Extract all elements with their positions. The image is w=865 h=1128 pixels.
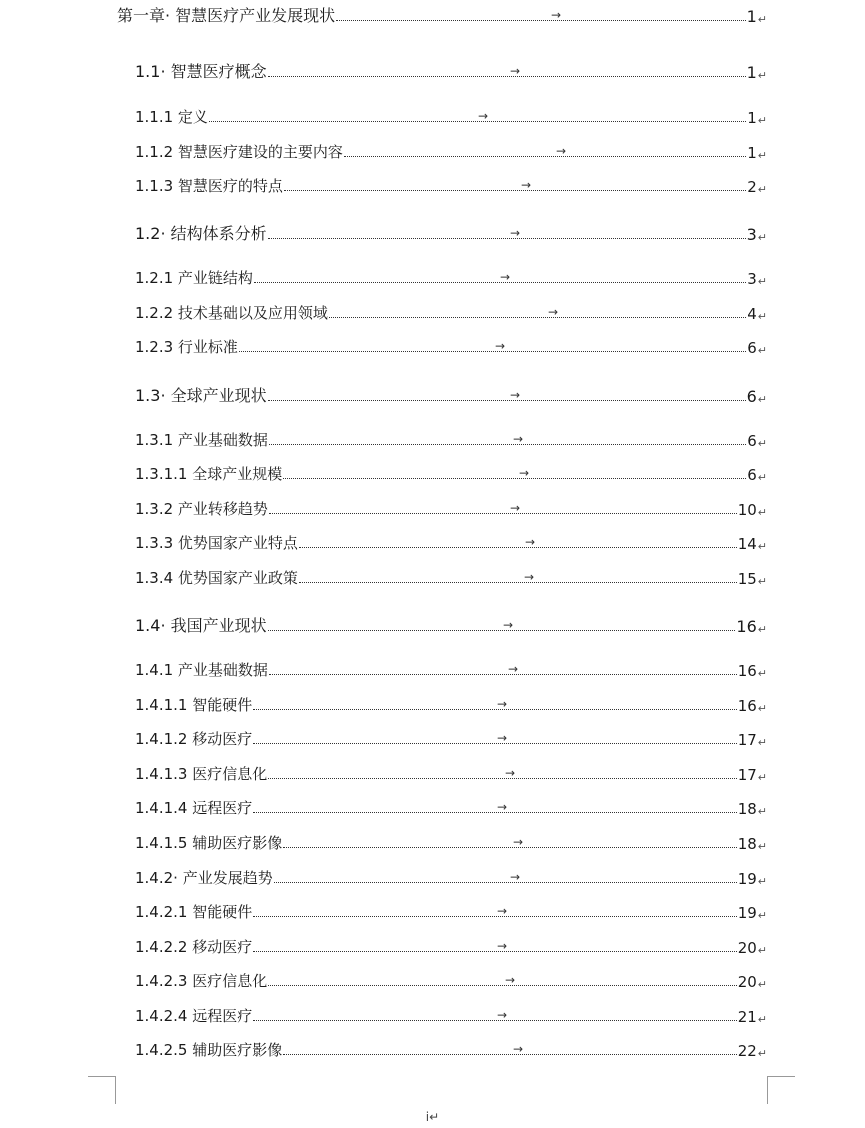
tab-arrow-icon: → (495, 339, 506, 353)
toc-entry[interactable] (135, 428, 767, 450)
toc-page-number: 6 (747, 466, 757, 484)
paragraph-mark-icon: ↵ (757, 344, 767, 357)
toc-entry[interactable] (135, 935, 767, 957)
toc-entry-title: 1.4.1.2 移动医疗 (135, 730, 253, 748)
toc-entry[interactable] (135, 658, 767, 680)
tab-arrow-icon: → (521, 178, 532, 192)
tab-arrow-icon: → (505, 973, 516, 987)
toc-entry-title: 1.4.1.1 智能硬件 (135, 696, 253, 714)
dot-leader (268, 76, 746, 77)
paragraph-mark-icon: ↵ (757, 909, 767, 922)
toc-entry[interactable] (135, 866, 767, 888)
toc-entry-title: 1.2.1 产业链结构 (135, 269, 253, 287)
tab-arrow-icon: → (497, 1008, 508, 1022)
toc-page-number: 19 (737, 870, 757, 888)
toc-entry[interactable] (135, 693, 767, 715)
tab-arrow-icon: → (510, 64, 521, 78)
toc-page-number: 3 (746, 225, 757, 244)
toc-entry[interactable] (135, 301, 767, 323)
toc-entry[interactable] (117, 4, 767, 26)
dot-leader (284, 190, 746, 191)
toc-page-number: 17 (737, 731, 757, 749)
dot-leader (268, 985, 736, 986)
paragraph-mark-icon: ↵ (429, 1110, 440, 1124)
paragraph-mark-icon: ↵ (757, 1047, 767, 1060)
toc-entry[interactable] (135, 462, 767, 484)
tab-arrow-icon: → (513, 835, 524, 849)
toc-entry[interactable] (135, 831, 767, 853)
dot-leader (269, 513, 737, 514)
paragraph-mark-icon: ↵ (757, 944, 767, 957)
toc-entry-title: 1.1.1 定义 (135, 108, 208, 126)
paragraph-mark-icon: ↵ (757, 875, 767, 888)
tab-arrow-icon: → (497, 939, 508, 953)
tab-arrow-icon: → (478, 109, 489, 123)
toc-entry-title: 1.3.3 优势国家产业特点 (135, 534, 298, 552)
toc-page-number: 17 (737, 766, 757, 784)
paragraph-mark-icon: ↵ (757, 437, 767, 450)
paragraph-mark-icon: ↵ (757, 183, 767, 196)
toc-entry[interactable] (135, 614, 767, 636)
dot-leader (268, 238, 746, 239)
toc-page-number: 6 (747, 432, 757, 450)
dot-leader (329, 317, 746, 318)
toc-entry-title: 1.2· 结构体系分析 (135, 224, 267, 243)
paragraph-mark-icon: ↵ (757, 771, 767, 784)
tab-arrow-icon: → (510, 388, 521, 402)
toc-entry-title: 1.1.2 智慧医疗建设的主要内容 (135, 143, 343, 161)
toc-entry-title: 1.3· 全球产业现状 (135, 386, 267, 405)
toc-entry-title: 1.1· 智慧医疗概念 (135, 62, 267, 81)
dot-leader (253, 916, 736, 917)
toc-entry-title: 1.4.2.4 远程医疗 (135, 1007, 253, 1025)
dot-leader (283, 1054, 736, 1055)
toc-entry-title: 1.4.1.4 远程医疗 (135, 799, 253, 817)
toc-page-number: 19 (737, 904, 757, 922)
tab-arrow-icon: → (505, 766, 516, 780)
dot-leader (268, 630, 736, 631)
toc-entry-title: 1.3.1 产业基础数据 (135, 431, 268, 449)
dot-leader (299, 547, 737, 548)
toc-entry-title: 1.1.3 智慧医疗的特点 (135, 177, 283, 195)
tab-arrow-icon: → (551, 8, 562, 22)
toc-page-number: 1 (746, 63, 757, 82)
paragraph-mark-icon: ↵ (757, 69, 767, 82)
toc-entry-title: 1.3.4 优势国家产业政策 (135, 569, 298, 587)
tab-arrow-icon: → (548, 305, 559, 319)
paragraph-mark-icon: ↵ (757, 393, 767, 406)
toc-entry[interactable] (135, 497, 767, 519)
tab-arrow-icon: → (503, 618, 514, 632)
toc-entry[interactable] (135, 566, 767, 588)
tab-arrow-icon: → (497, 697, 508, 711)
toc-entry-title: 1.3.1.1 全球产业规模 (135, 465, 283, 483)
toc-page-number: 1 (747, 144, 757, 162)
tab-arrow-icon: → (508, 662, 519, 676)
paragraph-mark-icon: ↵ (757, 623, 767, 636)
paragraph-mark-icon: ↵ (757, 667, 767, 680)
tab-arrow-icon: → (497, 904, 508, 918)
toc-entry-title: 1.4· 我国产业现状 (135, 616, 267, 635)
toc-page-number: 22 (737, 1042, 757, 1060)
toc-entry[interactable] (135, 384, 767, 406)
paragraph-mark-icon: ↵ (757, 736, 767, 749)
dot-leader (283, 847, 736, 848)
toc-entry[interactable] (135, 531, 767, 553)
toc-entry[interactable] (135, 105, 767, 127)
paragraph-mark-icon: ↵ (757, 702, 767, 715)
toc-page-number: 1 (746, 7, 757, 26)
tab-arrow-icon: → (519, 466, 530, 480)
toc-page-number: 18 (737, 835, 757, 853)
crop-mark-left (88, 1076, 116, 1104)
tab-arrow-icon: → (524, 570, 535, 584)
dot-leader (269, 444, 746, 445)
dot-leader (268, 400, 746, 401)
paragraph-mark-icon: ↵ (757, 805, 767, 818)
toc-entry-title: 1.2.2 技术基础以及应用领域 (135, 304, 328, 322)
paragraph-mark-icon: ↵ (757, 149, 767, 162)
toc-page-number: 6 (747, 339, 757, 357)
dot-leader (253, 951, 736, 952)
dot-leader (253, 1020, 736, 1021)
footer-page-number: i (425, 1110, 430, 1124)
tab-arrow-icon: → (510, 226, 521, 240)
toc-page-number: 15 (737, 570, 757, 588)
paragraph-mark-icon: ↵ (757, 471, 767, 484)
toc-entry-title: 1.4.2.1 智能硬件 (135, 903, 253, 921)
dot-leader (253, 743, 736, 744)
toc-page-number: 16 (737, 697, 757, 715)
toc-page-number: 10 (737, 501, 757, 519)
toc-entry-title: 1.4.2· 产业发展趋势 (135, 869, 273, 887)
toc-page-number: 1 (747, 109, 757, 127)
dot-leader (253, 709, 736, 710)
tab-arrow-icon: → (510, 501, 521, 515)
tab-arrow-icon: → (556, 144, 567, 158)
dot-leader (253, 812, 736, 813)
toc-entry[interactable] (135, 1038, 767, 1060)
toc-entry[interactable] (135, 762, 767, 784)
toc-page-number: 16 (737, 662, 757, 680)
toc-entry[interactable] (135, 222, 767, 244)
dot-leader (299, 582, 737, 583)
toc-entry[interactable] (135, 335, 767, 357)
tab-arrow-icon: → (500, 270, 511, 284)
crop-mark-right (767, 1076, 795, 1104)
paragraph-mark-icon: ↵ (757, 978, 767, 991)
paragraph-mark-icon: ↵ (757, 231, 767, 244)
toc-page-number: 4 (747, 305, 757, 323)
dot-leader (268, 778, 736, 779)
toc-page-number: 18 (737, 800, 757, 818)
toc-page-number: 2 (747, 178, 757, 196)
dot-leader (283, 478, 746, 479)
dot-leader (269, 674, 737, 675)
toc-entry[interactable] (135, 174, 767, 196)
toc-entry[interactable] (135, 900, 767, 922)
paragraph-mark-icon: ↵ (757, 114, 767, 127)
paragraph-mark-icon: ↵ (757, 310, 767, 323)
paragraph-mark-icon: ↵ (757, 540, 767, 553)
toc-entry-title: 1.3.2 产业转移趋势 (135, 500, 268, 518)
toc-entry[interactable] (135, 266, 767, 288)
toc-page-number: 16 (736, 617, 757, 636)
toc-entry-title: 1.4.2.2 移动医疗 (135, 938, 253, 956)
tab-arrow-icon: → (497, 731, 508, 745)
paragraph-mark-icon: ↵ (757, 275, 767, 288)
paragraph-mark-icon: ↵ (757, 575, 767, 588)
toc-entry[interactable] (135, 796, 767, 818)
toc-entry[interactable] (135, 969, 767, 991)
toc-page-number: 20 (737, 973, 757, 991)
tab-arrow-icon: → (525, 535, 536, 549)
toc-entry[interactable] (135, 1004, 767, 1026)
toc-entry-title: 1.4.1 产业基础数据 (135, 661, 268, 679)
toc-entry[interactable] (135, 60, 767, 82)
toc-entry-title: 1.4.1.3 医疗信息化 (135, 765, 268, 783)
toc-entry-title: 1.4.2.5 辅助医疗影像 (135, 1041, 283, 1059)
toc-page-number: 21 (737, 1008, 757, 1026)
toc-entry[interactable] (135, 727, 767, 749)
toc-page-number: 6 (746, 387, 757, 406)
dot-leader (239, 351, 746, 352)
toc-entry-title: 1.2.3 行业标准 (135, 338, 238, 356)
toc-entry-title: 1.4.2.3 医疗信息化 (135, 972, 268, 990)
dot-leader (344, 156, 746, 157)
page-footer (0, 1110, 865, 1124)
toc-entry-title: 第一章· 智慧医疗产业发展现状 (117, 6, 336, 25)
tab-arrow-icon: → (497, 800, 508, 814)
dot-leader (336, 20, 745, 21)
paragraph-mark-icon: ↵ (757, 506, 767, 519)
paragraph-mark-icon: ↵ (757, 1013, 767, 1026)
toc-page-number: 20 (737, 939, 757, 957)
tab-arrow-icon: → (513, 1042, 524, 1056)
toc-entry[interactable] (135, 140, 767, 162)
toc-page-number: 3 (747, 270, 757, 288)
tab-arrow-icon: → (513, 432, 524, 446)
paragraph-mark-icon: ↵ (757, 840, 767, 853)
tab-arrow-icon: → (510, 870, 521, 884)
toc-entry-title: 1.4.1.5 辅助医疗影像 (135, 834, 283, 852)
dot-leader (274, 882, 737, 883)
paragraph-mark-icon: ↵ (757, 13, 767, 26)
toc-page-number: 14 (737, 535, 757, 553)
